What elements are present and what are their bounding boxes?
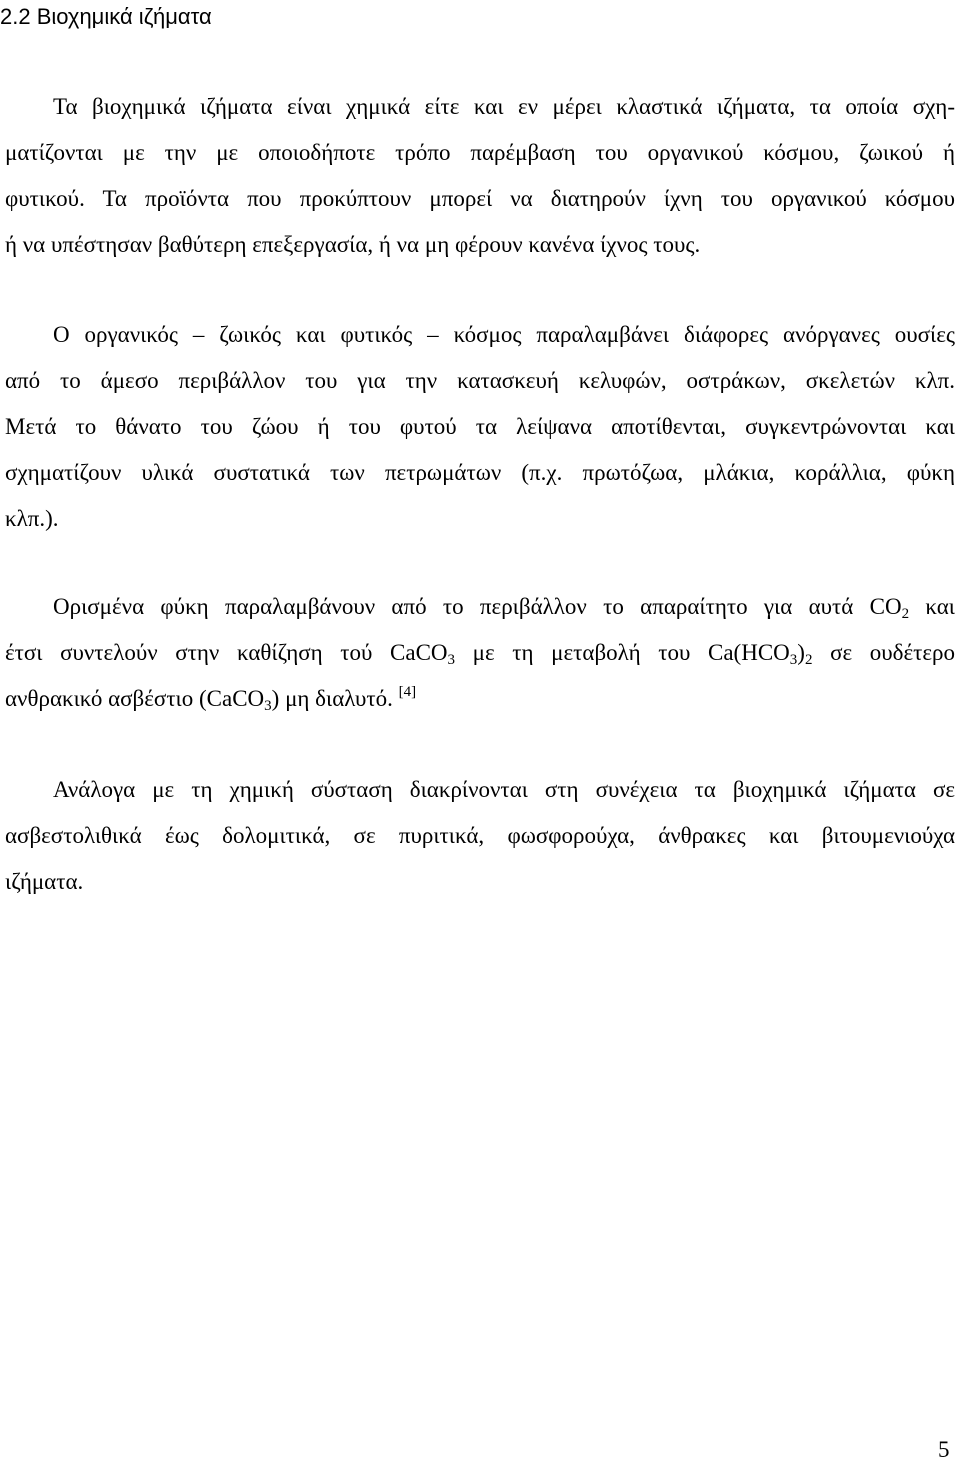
page-number: 5	[938, 1437, 950, 1462]
text-line: ματίζονται με την με οποιοδήποτε τρόπο παρέμβαση του οργανικού κόσμου, ζωικού ή	[5, 140, 955, 165]
text-run: έτσι συντελούν στην καθίζηση τού CaCO	[5, 640, 448, 665]
paragraph-algae-calcium-carbonate	[5, 584, 955, 722]
text-run: ) μη διαλυτό.	[271, 686, 399, 711]
subscript: 2	[804, 652, 813, 668]
section-heading: 2.2 Βιοχημικά ιζήματα	[0, 4, 212, 29]
text-line: σχηματίζουν υλικά συστατικά των πετρωμάτων (π.χ. πρωτόζωα, μλάκια, κοράλλια, φύκη	[5, 460, 955, 485]
text-run: ανθρακικό ασβέστιο (CaCO	[5, 686, 265, 711]
text-line: ιζήματα.	[5, 869, 84, 894]
paragraph-classification	[5, 767, 955, 905]
text-line: Μετά το θάνατο του ζώου ή του φυτού τα λείψανα αποτίθενται, συγκεντρώνονται και	[5, 414, 955, 439]
text-run: σε ουδέτερο	[812, 640, 956, 665]
text-line	[5, 630, 955, 676]
subscript: 3	[447, 652, 456, 668]
text-line	[5, 584, 955, 630]
text-line: από το άμεσο περιβάλλον του για την κατασκευή κελυφών, οστράκων, σκελετών κλπ.	[5, 368, 955, 393]
text-line: ασβεστολιθικά έως δολομιτικά, σε πυριτικά, φωσφορούχα, άνθρακες και βιτουμενιούχα	[5, 823, 955, 848]
paragraph-organic-world	[5, 312, 955, 542]
subscript: 2	[901, 606, 910, 622]
citation-reference: [4]	[398, 684, 417, 700]
text-line: Ανάλογα με τη χημική σύσταση διακρίνονται στη συνέχεια τα βιοχημικά ιζήματα σε	[53, 777, 955, 802]
text-run: )	[797, 640, 805, 665]
text-line: ή να υπέστησαν βαθύτερη επεξεργασία, ή να μη φέρουν κανένα ίχνος τους.	[5, 232, 701, 257]
text-line: Τα βιοχημικά ιζήματα είναι χημικά είτε και εν μέρει κλαστικά ιζήματα, τα οποία σχη-	[53, 94, 955, 119]
text-line: φυτικού. Τα προϊόντα που προκύπτουν μπορεί να διατηρούν ίχνη του οργανικού κόσμου	[5, 186, 955, 211]
text-line: κλπ.).	[5, 506, 59, 531]
text-run: Ορισμένα φύκη παραλαμβάνουν από το περιβάλλον το απαραίτητο για αυτά CO	[53, 594, 902, 619]
text-run: και	[909, 594, 955, 619]
paragraph-biochemical-sediments-definition	[5, 84, 955, 268]
text-line	[5, 676, 955, 722]
text-line: Ο οργανικός – ζωικός και φυτικός – κόσμος παραλαμβάνει διάφορες ανόργανες ουσίες	[53, 322, 955, 347]
subscript: 3	[264, 698, 272, 714]
subscript: 3	[789, 652, 798, 668]
text-run: με τη μεταβολή του Ca(HCO	[455, 640, 790, 665]
